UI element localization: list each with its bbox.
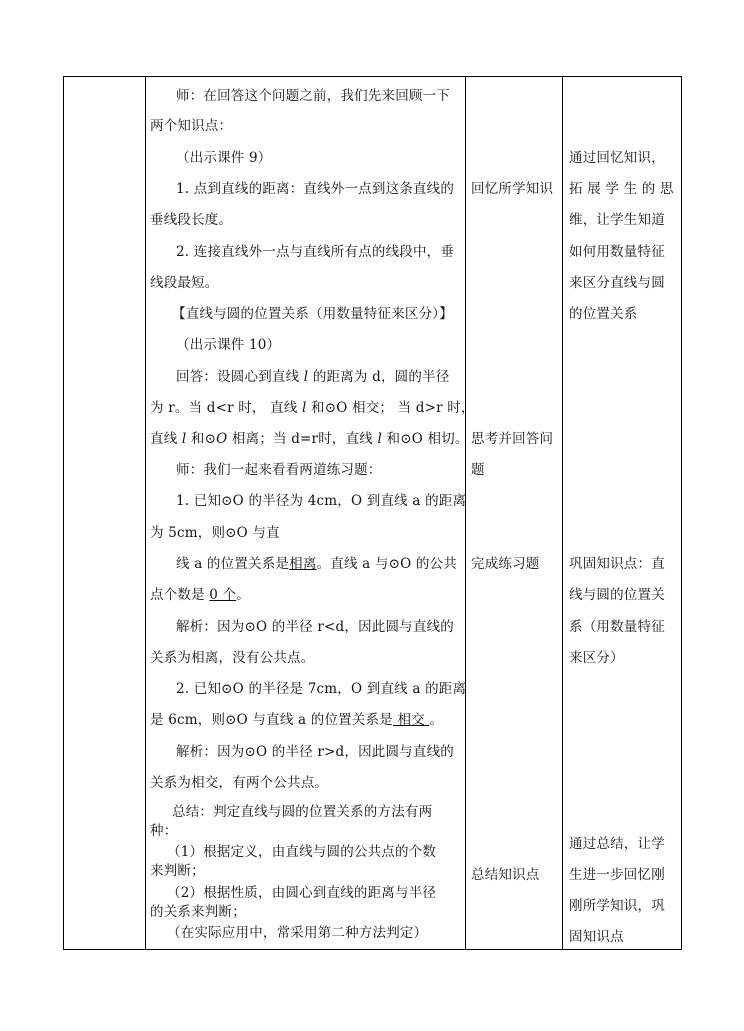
text-line: （2）根据性质，由圆心到直线的距离与半径 bbox=[167, 885, 437, 901]
text-line: 师：在回答这个问题之前，我们先来回顾一下 bbox=[176, 88, 450, 104]
text-line: 线段最短。 bbox=[150, 275, 219, 291]
text-line: 为 r。当 d<r 时， 直线 l 和⊙O 相交； 当 d>r 时， bbox=[150, 400, 475, 416]
answer-blank: 相离 bbox=[289, 556, 317, 572]
text-line: 回答：设圆心到直线 l 的距离为 d，圆的半径 bbox=[176, 369, 450, 385]
intent-text: 拓 展 学 生 的 思 bbox=[569, 181, 674, 197]
intent-text: 来区分直线与圆 bbox=[569, 275, 665, 291]
text-line: 线 a 的位置关系是相离。直线 a 与⊙O 的公共 bbox=[176, 556, 457, 572]
intent-text: 来区分） bbox=[569, 650, 624, 666]
answer-blank: 0 个 bbox=[209, 587, 237, 603]
section-heading: 【直线与圆的位置关系（用数量特征来区分）】 bbox=[172, 306, 453, 322]
intent-text: 系（用数量特征 bbox=[569, 619, 665, 635]
text-line: 点个数是 0 个。 bbox=[150, 587, 250, 603]
text-line: 1. 点到直线的距离：直线外一点到这条直线的 bbox=[176, 181, 455, 197]
student-activity-cell bbox=[466, 76, 562, 950]
intent-text: 通过回忆知识， bbox=[569, 150, 665, 166]
intent-text: 刚所学知识，巩 bbox=[569, 898, 665, 914]
activity-text: 回忆所学知识 bbox=[471, 181, 554, 197]
intent-text: 通过总结，让学 bbox=[569, 836, 665, 852]
text-line: 是 6cm，则⊙O 与直线 a 的位置关系是 相交 。 bbox=[150, 712, 444, 728]
text-line: 师：我们一起来看看两道练习题： bbox=[176, 462, 382, 478]
intent-text: 固知识点 bbox=[569, 929, 624, 945]
text-line: 2. 连接直线外一点与直线所有点的线段中，垂 bbox=[176, 244, 455, 260]
text-line: （1）根据定义，由直线与圆的公共点的个数 bbox=[167, 844, 437, 860]
answer-blank: 相交 bbox=[392, 712, 430, 728]
activity-text: 完成练习题 bbox=[471, 556, 540, 572]
text-line: 来判断； bbox=[150, 863, 205, 879]
text-line: 为 5cm，则⊙O 与直 bbox=[150, 525, 280, 541]
text-line: 的关系来判断； bbox=[150, 904, 246, 920]
text-line: 垂线段长度。 bbox=[150, 212, 233, 228]
intent-text: 巩固知识点：直 bbox=[569, 556, 665, 572]
text-line: （出示课件 10） bbox=[176, 337, 281, 353]
text-line: 关系为相离，没有公共点。 bbox=[150, 650, 315, 666]
design-intent-cell bbox=[563, 76, 681, 950]
text-line: 1. 已知⊙O 的半径为 4cm，O 到直线 a 的距离 bbox=[176, 493, 467, 509]
text-line: 总结：判定直线与圆的位置关系的方法有两 bbox=[172, 804, 433, 820]
text-line: （在实际应用中，常采用第二种方法判定） bbox=[167, 925, 428, 941]
intent-text: 线与圆的位置关 bbox=[569, 587, 665, 603]
activity-text: 题 bbox=[471, 462, 485, 478]
text-line: 两个知识点： bbox=[150, 118, 233, 134]
intent-text: 维，让学生知道 bbox=[569, 212, 665, 228]
text-line: 2. 已知⊙O 的半径是 7cm，O 到直线 a 的距离 bbox=[176, 681, 467, 697]
text-line: 解析：因为⊙O 的半径 r>d，因此圆与直线的 bbox=[176, 744, 454, 760]
text-line: 种： bbox=[150, 823, 178, 839]
text-line: 解析：因为⊙O 的半径 r<d，因此圆与直线的 bbox=[176, 619, 454, 635]
intent-text: 生进一步回忆刚 bbox=[569, 867, 665, 883]
activity-text: 总结知识点 bbox=[471, 867, 540, 883]
text-line: （出示课件 9） bbox=[176, 150, 272, 166]
teaching-content-cell bbox=[145, 76, 475, 950]
intent-text: 如何用数量特征 bbox=[569, 244, 665, 260]
text-line: 关系为相交，有两个公共点。 bbox=[150, 775, 329, 791]
intent-text: 的位置关系 bbox=[569, 306, 638, 322]
activity-text: 思考并回答问 bbox=[471, 431, 554, 447]
text-line: 直线 l 和⊙O 相离；当 d=r时，直线 l 和⊙O 相切。 bbox=[150, 431, 469, 447]
